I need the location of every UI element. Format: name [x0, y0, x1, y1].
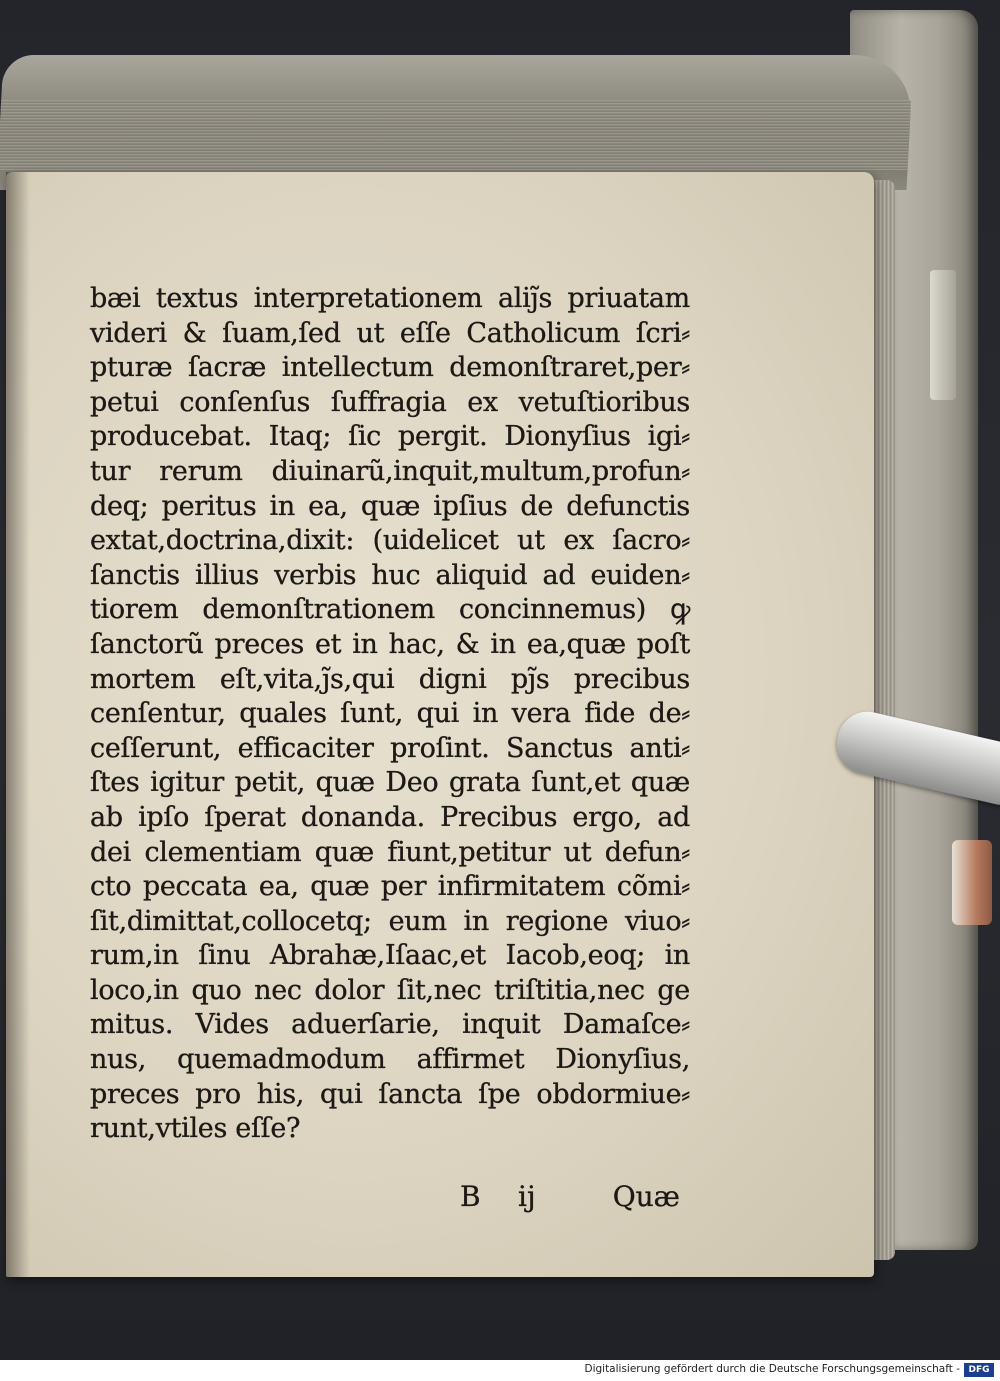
folio-number: ij [518, 1180, 536, 1213]
text-line: ab ipſo ſperat donanda. Precibus ergo, ad [90, 801, 690, 833]
text-line: pturæ ſacræ intellectum demonſtraret,per⸗ [90, 352, 690, 384]
text-line: bæi textus interpretationem aliȷ̃s priuatam [90, 283, 690, 314]
attribution-text: Digitalisierung gefördert durch die Deutsche Forschungsgemeinschaft - [584, 1363, 960, 1375]
text-line: tiorem demonſtrationem concinnemus) ꝙ [90, 594, 690, 626]
dfg-logo: DFG [964, 1363, 994, 1377]
text-line: runt,vtiles eſſe? [90, 1113, 301, 1145]
text-line: ſanctis illius verbis huc aliquid ad euiden⸗ [90, 559, 690, 591]
text-line: ſanctorũ preces et in hac, & in ea,quæ poſt [90, 628, 690, 660]
text-line: mortem eſt,vita,ȷ̃s,qui digni pȷ̃s precibus [90, 663, 690, 695]
text-line: preces pro his, qui ſancta ſpe obdormiue⸗ [90, 1078, 690, 1110]
page-footer [458, 1180, 680, 1220]
text-line: nus, quemadmodum affirmet Dionyſius, [90, 1044, 690, 1076]
text-line: mitus. Vides aduerſarie, inquit Damaſce⸗ [90, 1009, 690, 1041]
text-line: ceſſerunt, efficaciter proſint. Sanctus anti⸗ [90, 732, 690, 764]
clasp-fragment-top [930, 270, 956, 400]
page-gutter-shadow [6, 172, 30, 1277]
text-line: cto peccata ea, quæ per infirmitatem cõmi⸗ [90, 871, 690, 903]
signature-mark: B [460, 1180, 481, 1213]
text-line: dei clementiam quæ fiunt,petitur ut defun⸗ [90, 836, 690, 868]
text-line: extat,doctrina,dixit: (uidelicet ut ex ſacro⸗ [90, 525, 690, 557]
attribution-bar [0, 1360, 1000, 1381]
text-line: tur rerum diuinarũ,inquit,multum,profun⸗ [90, 455, 690, 487]
clasp-fragment-bottom [952, 840, 992, 925]
text-line: ſtes igitur petit, quæ Deo grata ſunt,et quæ [90, 767, 690, 799]
text-line: videri & ſuam,ſed ut eſſe Catholicum ſcri⸗ [90, 317, 690, 349]
text-line: ſit,dimittat,collocetq; eum in regione viuo⸗ [90, 905, 690, 937]
text-line: producebat. Itaq; ſic pergit. Dionyſius igi⸗ [90, 421, 690, 453]
text-line: deq; peritus in ea, quæ ipſius de defunctis [90, 490, 690, 522]
text-line: rum,in ſinu Abrahæ,Iſaac,et Iacob,eoq; in [90, 940, 690, 972]
page-block-top-edge [0, 55, 914, 190]
page-text-block [90, 282, 690, 1147]
text-line: loco,in quo nec dolor ſit,nec triſtitia,nec ge [90, 974, 690, 1006]
text-line: petui conſenſus ſuffragia ex vetuſtioribus [90, 386, 690, 418]
catchword: Quæ [612, 1180, 680, 1213]
text-line: cenſentur, quales ſunt, qui in vera fide de⸗ [90, 698, 690, 730]
